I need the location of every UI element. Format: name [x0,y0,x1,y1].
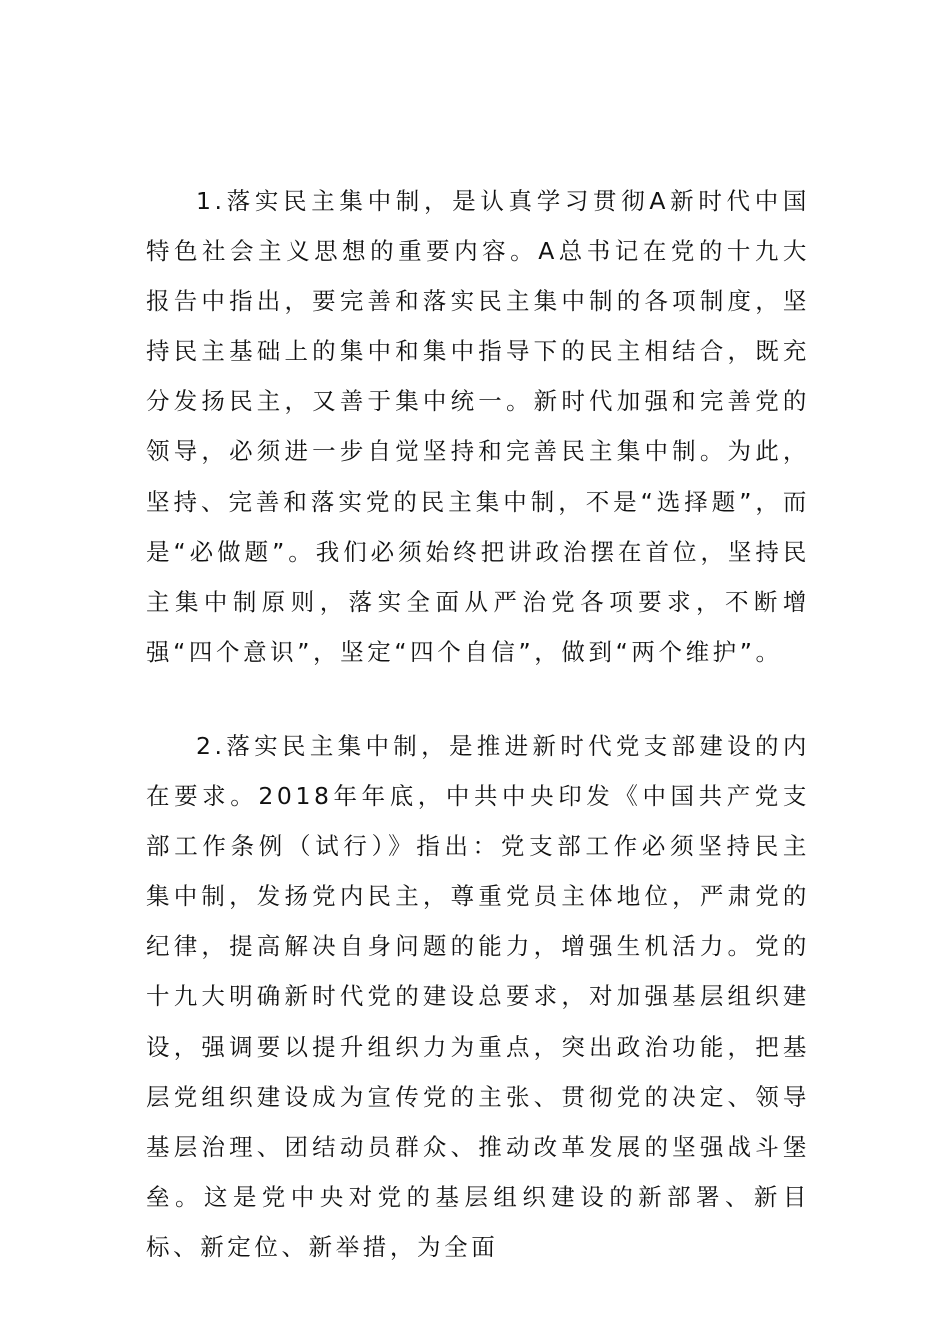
paragraph-2: 2.落实民主集中制，是推进新时代党支部建设的内在要求。2018年年底，中共中央印发《中国共产党支部工作条例（试行）》指出：党支部工作必须坚持民主集中制，发扬党内民主，尊重党员主体地位，严肃党的纪律，提高解决自身问题的能力，增强生机活力。党的十九大明确新时代党的建设总要求，对加强基层组织建设，强调要以提升组织力为重点，突出政治功能，把基层党组织建设成为宣传党的主张、贯彻党的决定、领导基层治理、团结动员群众、推动改革发展的坚强战斗堡垒。这是党中央对党的基层组织建设的新部署、新目标、新定位、新举措，为全面 [146,732,810,1261]
paragraph-1: 1.落实民主集中制，是认真学习贯彻A新时代中国特色社会主义思想的重要内容。A总书记在党的十九大报告中指出，要完善和落实民主集中制的各项制度，坚持民主基础上的集中和集中指导下的民主相结合，既充分发扬民主，又善于集中统一。新时代加强和完善党的领导，必须进一步自觉坚持和完善民主集中制。为此，坚持、完善和落实党的民主集中制，不是“选择题”，而是“必做题”。我们必须始终把讲政治摆在首位，坚持民主集中制原则，落实全面从严治党各项要求，不断增强“四个意识”，坚定“四个自信”，做到“两个维护”。 [146,187,810,666]
